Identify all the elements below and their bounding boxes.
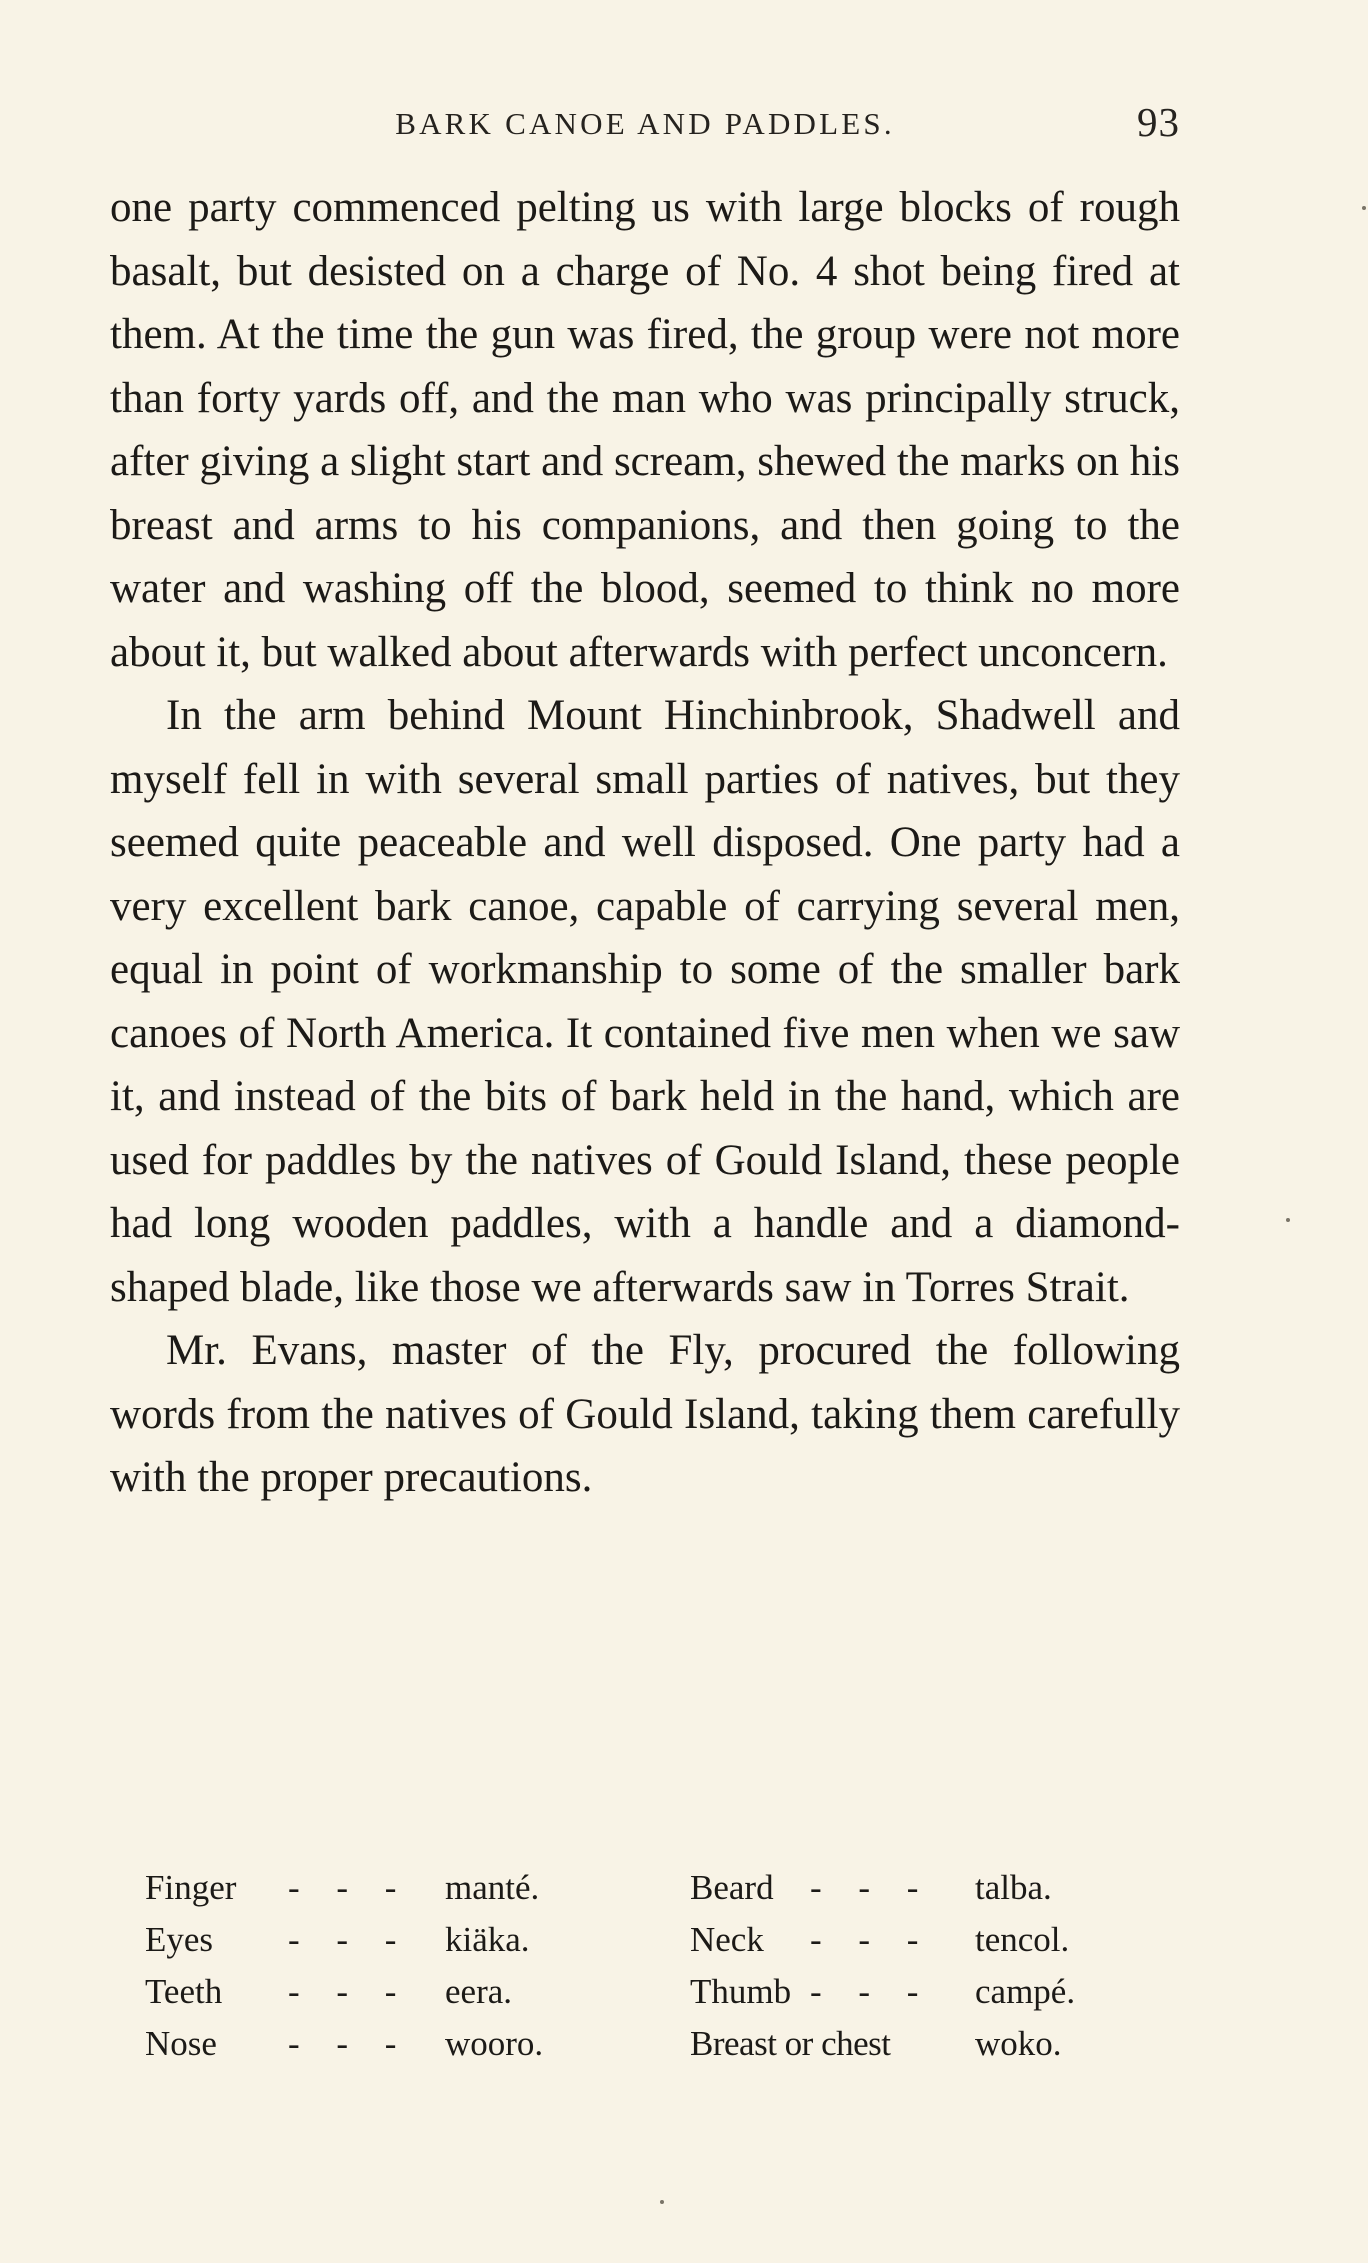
dash-leader: - - - <box>810 1972 933 2011</box>
english-word: Eyes <box>145 1920 214 1959</box>
paragraph-2: In the arm behind Mount Hinchinbrook, Shadwell and myself fell in with several small parties of natives, but they seemed quite peaceable and well disposed. One party had a very excellent bark canoe, capable of carrying several men, equal in point of workmanship to some of the smaller bark canoes of North America. It contained five men when we saw it, and instead of the bits of bark held in the hand, which are used for paddles by the natives of Gould Island, these people had long wooden paddles, with a handle and a diamond-shaped blade, like those we afterwards saw in Torres Strait. <box>110 692 1180 1311</box>
native-word: eera. <box>445 1972 513 2011</box>
vocabulary-row <box>145 1862 1145 1914</box>
vocabulary-row <box>145 1914 1145 1966</box>
dash-leader: - - - <box>288 2024 411 2063</box>
english-word: Teeth <box>145 1972 223 2011</box>
native-word: woko. <box>975 2024 1062 2063</box>
native-word: manté. <box>445 1868 540 1907</box>
english-word: Breast or chest <box>690 2024 891 2063</box>
english-word: Finger <box>145 1868 237 1907</box>
native-word: talba. <box>975 1868 1052 1907</box>
vocabulary-row <box>145 1966 1145 2018</box>
paragraph-3: Mr. Evans, master of the Fly, procured the following words from the natives of Gould Island, taking them carefully with the proper precautions. <box>110 1327 1180 1501</box>
paper-speck <box>1362 206 1366 210</box>
paragraph-1: one party commenced pelting us with large blocks of rough basalt, but desisted on a charge of No. 4 shot being fired at them. At the time the gun was fired, the group were not more than forty yards off, and the man who was principally struck, after giving a slight start and scream, shewed the marks on his breast and arms to his companions, and then going to the water and washing off the blood, seemed to think no more about it, but walked about afterwards with perfect unconcern. <box>110 184 1180 676</box>
page-number: 93 <box>1137 99 1180 145</box>
running-title: BARK CANOE AND PADDLES. <box>395 106 895 141</box>
running-head <box>110 98 1180 158</box>
english-word: Nose <box>145 2024 217 2063</box>
dash-leader: - - - <box>288 1868 411 1907</box>
dash-leader: - - - <box>810 1920 933 1959</box>
vocabulary-row <box>145 2018 1145 2070</box>
body-text <box>110 176 1180 1510</box>
native-word: kiäka. <box>445 1920 530 1959</box>
paper-speck <box>1286 1218 1290 1222</box>
english-word: Neck <box>690 1920 764 1959</box>
dash-leader: - - - <box>288 1972 411 2011</box>
vocabulary-list <box>145 1862 1145 2070</box>
english-word: Thumb <box>690 1972 792 2011</box>
dash-leader: - - - <box>288 1920 411 1959</box>
native-word: wooro. <box>445 2024 544 2063</box>
dash-leader: - - - <box>810 1868 933 1907</box>
native-word: campé. <box>975 1972 1076 2011</box>
english-word: Beard <box>690 1868 774 1907</box>
paper-speck <box>660 2200 664 2204</box>
native-word: tencol. <box>975 1920 1070 1959</box>
